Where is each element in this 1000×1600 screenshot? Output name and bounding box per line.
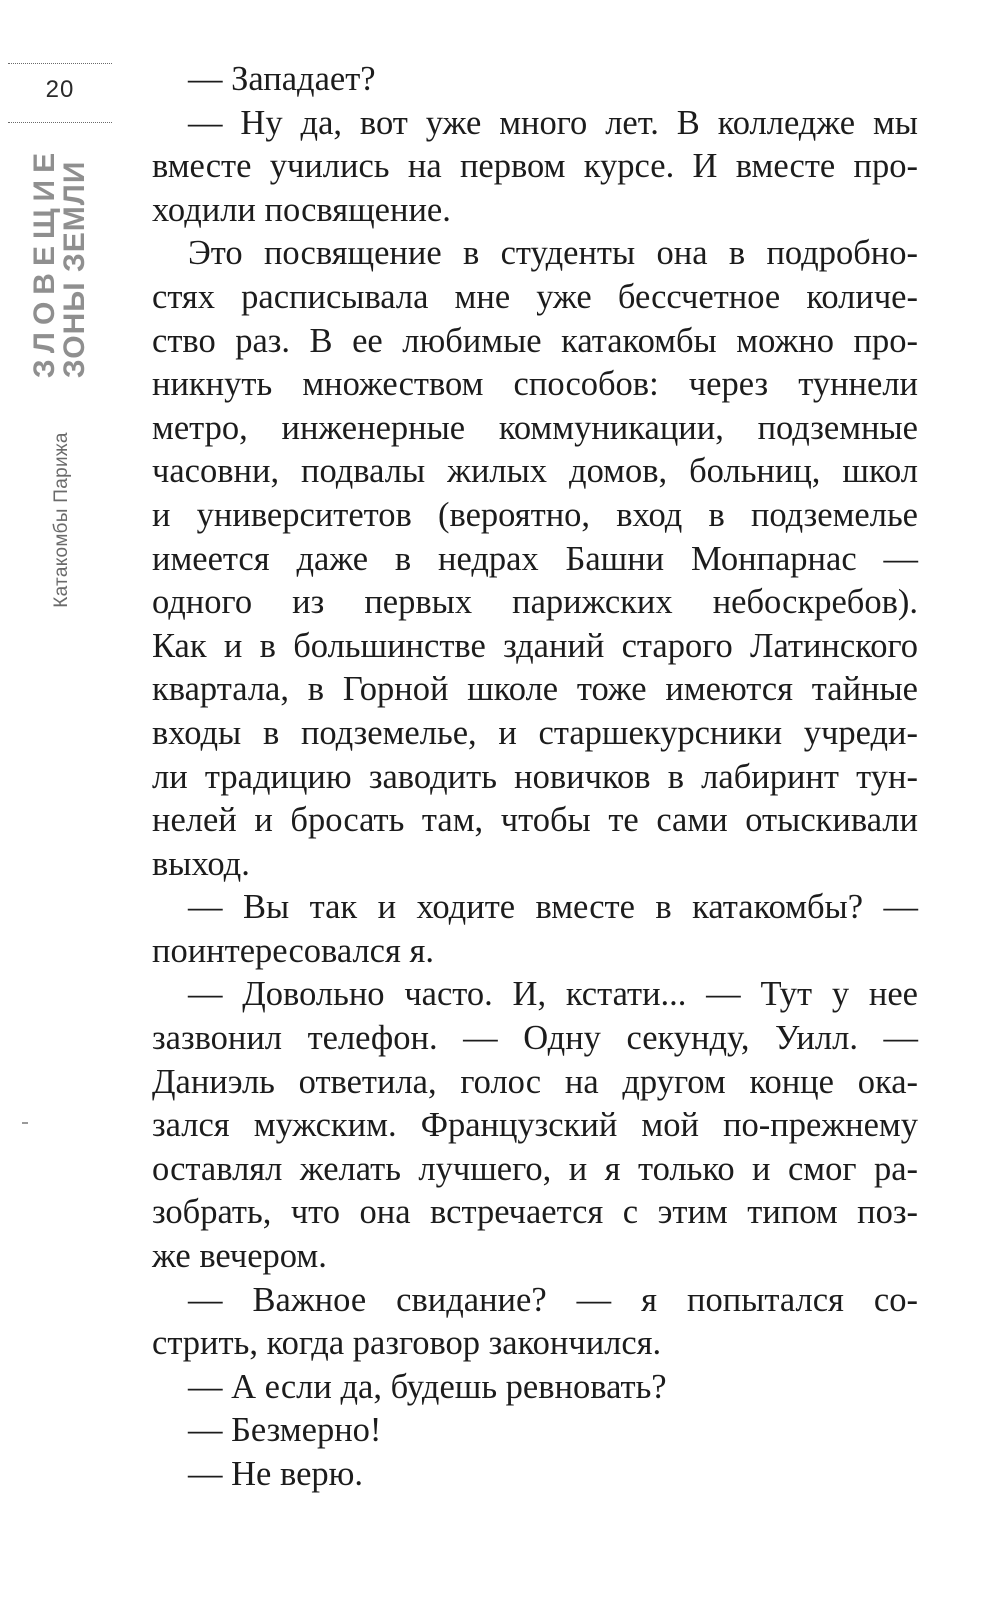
text-line: и университетов (вероятно, вход в подземелье — [152, 495, 918, 534]
text-line: — Довольно часто. И, кстати... — Тут у нее — [188, 975, 918, 1014]
text-line: зался мужским. Французский мой по-прежнему — [152, 1106, 918, 1145]
series-title-line1: ЗЛОВЕЩИЕ — [28, 145, 61, 379]
paragraph — [152, 1453, 918, 1497]
text-line: нелей и бросать там, чтобы те сами отыскивали — [152, 801, 918, 840]
page-number-bottom-rule — [8, 122, 112, 123]
paragraph — [152, 1279, 918, 1366]
print-speck — [22, 1122, 28, 1124]
text-line: метро, инженерные коммуникации, подземные — [152, 408, 918, 447]
text-line: — Западает? — [188, 60, 376, 98]
text-line: вместе учились на первом курсе. И вместе про- — [152, 147, 918, 186]
paragraph — [152, 973, 918, 1278]
text-line: ходили посвящение. — [152, 190, 451, 229]
paragraph — [152, 886, 918, 973]
text-line: — А если да, будешь ревновать? — [188, 1367, 667, 1406]
text-line: входы в подземелье, и старшекурсники учреди- — [152, 713, 918, 752]
chapter-title-text: Катакомбы Парижа — [51, 432, 72, 608]
text-line: — Не верю. — [188, 1455, 364, 1493]
text-line: ство раз. В ее любимые катакомбы можно про- — [152, 321, 918, 360]
text-line: одного из первых парижских небоскребов). — [152, 583, 918, 622]
paragraph — [152, 1366, 918, 1410]
text-line: — Безмерно! — [188, 1411, 382, 1450]
text-line: зобрать, что она встречается с этим типом поз- — [152, 1193, 918, 1232]
body-text — [152, 58, 918, 1497]
text-line: Как и в большинстве зданий старого Латинского — [152, 626, 918, 665]
text-line: стях расписывала мне уже бессчетное количе- — [152, 277, 918, 316]
text-line: — Важное свидание? — я попытался со- — [188, 1280, 918, 1319]
series-title-line2: ЗОНЫ ЗЕМЛИ — [58, 160, 91, 379]
text-line: — Вы так и ходите вместе в катакомбы? — — [188, 888, 918, 927]
paragraph — [152, 58, 918, 102]
text-line: — Ну да, вот уже много лет. В колледже мы — [188, 103, 918, 142]
text-line: никнуть множеством способов: через туннели — [152, 365, 918, 404]
text-line: ли традицию заводить новичков в лабиринт тун- — [152, 757, 918, 796]
text-line: зазвонил телефон. — Одну секунду, Уилл. — — [152, 1019, 918, 1058]
text-line: поинтересовался я. — [152, 931, 434, 970]
text-line: имеется даже в недрах Башни Монпарнас — — [152, 539, 918, 578]
page-number-top-rule — [8, 63, 112, 64]
text-line: Даниэль ответила, голос на другом конце ока- — [152, 1062, 918, 1101]
page-number: 20 — [45, 76, 75, 103]
paragraph — [152, 102, 918, 233]
page-margin — [0, 0, 120, 1600]
paragraph — [152, 232, 918, 886]
text-line: часовни, подвалы жилых домов, больниц, школ — [152, 452, 918, 491]
paragraph — [152, 1409, 918, 1453]
text-line: Это посвящение в студенты она в подробно- — [188, 234, 918, 273]
text-line: выход. — [152, 844, 250, 883]
text-line: же вечером. — [152, 1237, 327, 1276]
text-line: квартала, в Горной школе тоже имеются тайные — [152, 670, 918, 709]
text-line: оставлял желать лучшего, и я только и смог ра- — [152, 1149, 918, 1188]
text-line: стрить, когда разговор закончился. — [152, 1324, 662, 1363]
